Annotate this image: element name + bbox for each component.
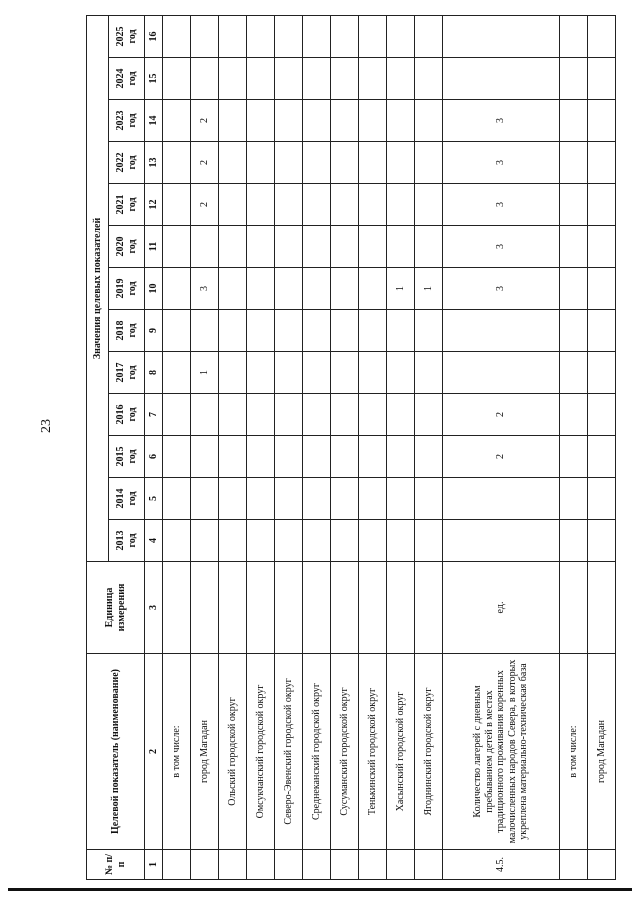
value-cell <box>191 310 219 352</box>
column-numbering-row <box>145 15 163 879</box>
value-cell <box>415 184 443 226</box>
value-cell <box>163 310 191 352</box>
header-unit: Единица измерения <box>87 562 145 654</box>
unit-cell <box>331 562 359 654</box>
indicator-name: Количество лагерей с дневным пребыванием детей в местах традиционного проживания коренных малочисленных народов Севера, в которых укреплена материально-техническая база <box>443 654 560 850</box>
value-cell <box>275 268 303 310</box>
value-cell <box>415 478 443 520</box>
column-number: 16 <box>145 15 163 57</box>
table-row <box>247 15 275 879</box>
value-cell <box>163 100 191 142</box>
value-cell: 1 <box>415 268 443 310</box>
table-row <box>275 15 303 879</box>
value-cell <box>559 520 587 562</box>
value-cell <box>331 58 359 100</box>
value-cell <box>587 394 615 436</box>
header-year <box>109 352 145 394</box>
value-cell <box>559 352 587 394</box>
value-cell <box>191 394 219 436</box>
value-cell <box>247 478 275 520</box>
indicator-name: Среднеканский городской округ <box>303 654 331 850</box>
header-year <box>109 520 145 562</box>
year-unit-label: год <box>126 29 138 44</box>
value-cell <box>587 184 615 226</box>
value-cell: 3 <box>443 142 560 184</box>
indicator-name: город Магадан <box>191 654 219 850</box>
row-number <box>219 850 247 880</box>
row-number <box>359 850 387 880</box>
value-cell <box>387 520 415 562</box>
value-cell: 2 <box>191 184 219 226</box>
value-cell <box>359 394 387 436</box>
value-cell <box>303 142 331 184</box>
value-cell <box>359 478 387 520</box>
year-label: 2021 <box>115 194 126 215</box>
value-cell <box>387 100 415 142</box>
header-year <box>109 310 145 352</box>
value-cell <box>587 142 615 184</box>
table-row <box>587 15 615 879</box>
year-unit-label: год <box>126 113 138 128</box>
row-number <box>559 850 587 880</box>
value-cell <box>275 15 303 57</box>
year-unit-label: год <box>126 155 138 170</box>
value-cell: 3 <box>443 226 560 268</box>
value-cell <box>275 100 303 142</box>
value-cell <box>303 268 331 310</box>
value-cell <box>219 436 247 478</box>
value-cell <box>387 394 415 436</box>
unit-cell <box>247 562 275 654</box>
value-cell <box>275 436 303 478</box>
year-label: 2017 <box>115 362 126 383</box>
value-cell <box>359 268 387 310</box>
table-row <box>443 15 560 879</box>
value-cell <box>219 100 247 142</box>
value-cell <box>331 436 359 478</box>
indicator-name: Омсукчанский городской округ <box>247 654 275 850</box>
value-cell <box>331 226 359 268</box>
year-label: 2015 <box>115 446 126 467</box>
target-indicators-table <box>86 15 616 880</box>
value-cell <box>587 352 615 394</box>
year-label: 2020 <box>115 236 126 257</box>
value-cell <box>163 268 191 310</box>
value-cell <box>387 310 415 352</box>
value-cell <box>219 268 247 310</box>
value-cell: 3 <box>443 184 560 226</box>
unit-cell <box>559 562 587 654</box>
value-cell <box>559 478 587 520</box>
value-cell <box>303 394 331 436</box>
value-cell <box>443 58 560 100</box>
value-cell <box>559 268 587 310</box>
table-row <box>359 15 387 879</box>
value-cell <box>191 58 219 100</box>
value-cell <box>331 394 359 436</box>
value-cell <box>587 520 615 562</box>
value-cell <box>247 310 275 352</box>
value-cell <box>559 184 587 226</box>
value-cell: 2 <box>191 142 219 184</box>
unit-cell <box>587 562 615 654</box>
value-cell <box>219 520 247 562</box>
value-cell <box>359 184 387 226</box>
indicator-name: Сусуманский городской округ <box>331 654 359 850</box>
value-cell <box>587 478 615 520</box>
value-cell <box>359 352 387 394</box>
year-label: 2013 <box>115 530 126 551</box>
indicator-name: Северо-Эвенский городской округ <box>275 654 303 850</box>
value-cell <box>331 268 359 310</box>
value-cell <box>443 352 560 394</box>
column-number: 8 <box>145 352 163 394</box>
value-cell <box>359 100 387 142</box>
value-cell <box>331 184 359 226</box>
value-cell <box>415 15 443 57</box>
row-number: 4.5. <box>443 850 560 880</box>
year-unit-label: год <box>126 449 138 464</box>
year-label: 2025 <box>115 26 126 47</box>
value-cell <box>219 394 247 436</box>
year-unit-label: год <box>126 197 138 212</box>
indicator-name: город Магадан <box>587 654 615 850</box>
value-cell <box>415 520 443 562</box>
value-cell <box>163 520 191 562</box>
value-cell <box>163 436 191 478</box>
value-cell <box>587 226 615 268</box>
value-cell <box>359 15 387 57</box>
header-year <box>109 100 145 142</box>
header-year <box>109 394 145 436</box>
value-cell <box>247 100 275 142</box>
value-cell <box>163 142 191 184</box>
value-cell <box>163 58 191 100</box>
indicator-name: в том числе: <box>163 654 191 850</box>
value-cell <box>191 520 219 562</box>
year-unit-label: год <box>126 71 138 86</box>
year-label: 2023 <box>115 110 126 131</box>
table-row <box>303 15 331 879</box>
year-unit-label: год <box>126 239 138 254</box>
value-cell <box>587 310 615 352</box>
value-cell <box>387 142 415 184</box>
indicator-name: Хасынский городской округ <box>387 654 415 850</box>
page-number: 23 <box>39 419 54 433</box>
year-unit-label: год <box>126 491 138 506</box>
year-label: 2016 <box>115 404 126 425</box>
unit-cell <box>191 562 219 654</box>
header-indicator-name: Целевой показатель (наименование) <box>87 654 145 850</box>
value-cell <box>303 15 331 57</box>
table-row <box>559 15 587 879</box>
unit-cell <box>387 562 415 654</box>
value-cell <box>191 15 219 57</box>
row-number <box>275 850 303 880</box>
year-unit-label: год <box>126 281 138 296</box>
row-number <box>163 850 191 880</box>
header-num: № п/п <box>87 850 145 880</box>
value-cell <box>275 352 303 394</box>
value-cell <box>247 394 275 436</box>
value-cell <box>303 352 331 394</box>
year-label: 2019 <box>115 278 126 299</box>
value-cell <box>219 58 247 100</box>
unit-cell: ед. <box>443 562 560 654</box>
value-cell <box>587 268 615 310</box>
value-cell <box>303 310 331 352</box>
value-cell <box>163 352 191 394</box>
value-cell <box>191 226 219 268</box>
column-number: 12 <box>145 184 163 226</box>
value-cell <box>275 184 303 226</box>
column-number: 2 <box>145 654 163 850</box>
indicator-name: Ольский городской округ <box>219 654 247 850</box>
value-cell <box>587 100 615 142</box>
value-cell <box>163 394 191 436</box>
value-cell <box>559 58 587 100</box>
value-cell <box>359 142 387 184</box>
header-year <box>109 436 145 478</box>
value-cell <box>219 478 247 520</box>
value-cell <box>387 15 415 57</box>
value-cell <box>331 352 359 394</box>
value-cell <box>303 58 331 100</box>
value-cell <box>387 352 415 394</box>
indicator-name: Ягоднинский городской округ <box>415 654 443 850</box>
unit-cell <box>275 562 303 654</box>
value-cell <box>359 58 387 100</box>
unit-cell <box>219 562 247 654</box>
row-number <box>247 850 275 880</box>
year-unit-label: год <box>126 407 138 422</box>
value-cell <box>303 100 331 142</box>
value-cell <box>163 226 191 268</box>
value-cell <box>415 58 443 100</box>
column-number: 4 <box>145 520 163 562</box>
year-label: 2014 <box>115 488 126 509</box>
unit-cell <box>303 562 331 654</box>
indicator-name: Тенькинский городской округ <box>359 654 387 850</box>
table-row <box>415 15 443 879</box>
value-cell <box>303 226 331 268</box>
value-cell <box>415 310 443 352</box>
column-number: 5 <box>145 478 163 520</box>
bottom-rule <box>8 888 632 891</box>
value-cell: 3 <box>443 268 560 310</box>
column-number: 10 <box>145 268 163 310</box>
value-cell: 2 <box>443 436 560 478</box>
value-cell <box>587 58 615 100</box>
row-number <box>387 850 415 880</box>
header-values-group: Значения целевых показателей <box>87 15 109 561</box>
value-cell <box>275 520 303 562</box>
year-unit-label: год <box>126 323 138 338</box>
value-cell <box>247 58 275 100</box>
header-year <box>109 142 145 184</box>
value-cell: 1 <box>191 352 219 394</box>
value-cell <box>219 352 247 394</box>
value-cell <box>587 15 615 57</box>
table-row <box>331 15 359 879</box>
value-cell <box>559 142 587 184</box>
value-cell <box>247 15 275 57</box>
value-cell <box>559 310 587 352</box>
value-cell <box>303 436 331 478</box>
column-number: 15 <box>145 58 163 100</box>
value-cell <box>559 100 587 142</box>
value-cell <box>275 394 303 436</box>
value-cell <box>331 478 359 520</box>
column-number: 3 <box>145 562 163 654</box>
value-cell <box>247 352 275 394</box>
value-cell <box>359 310 387 352</box>
value-cell <box>415 226 443 268</box>
value-cell <box>275 310 303 352</box>
unit-cell <box>163 562 191 654</box>
value-cell <box>191 478 219 520</box>
table-row <box>163 15 191 879</box>
value-cell: 3 <box>191 268 219 310</box>
value-cell <box>303 478 331 520</box>
value-cell <box>331 520 359 562</box>
row-number <box>415 850 443 880</box>
value-cell <box>191 436 219 478</box>
header-year <box>109 184 145 226</box>
column-number: 1 <box>145 850 163 880</box>
value-cell <box>359 226 387 268</box>
value-cell: 2 <box>443 394 560 436</box>
value-cell <box>219 310 247 352</box>
value-cell <box>275 142 303 184</box>
unit-cell <box>359 562 387 654</box>
table-row <box>191 15 219 879</box>
column-number: 9 <box>145 310 163 352</box>
year-label: 2018 <box>115 320 126 341</box>
value-cell <box>443 520 560 562</box>
unit-cell <box>415 562 443 654</box>
value-cell: 3 <box>443 100 560 142</box>
indicator-name: в том числе: <box>559 654 587 850</box>
year-unit-label: год <box>126 533 138 548</box>
value-cell <box>359 520 387 562</box>
column-number: 11 <box>145 226 163 268</box>
header-year <box>109 268 145 310</box>
value-cell <box>559 436 587 478</box>
value-cell <box>559 394 587 436</box>
value-cell <box>163 478 191 520</box>
value-cell <box>275 58 303 100</box>
row-number <box>191 850 219 880</box>
value-cell <box>247 226 275 268</box>
column-number: 13 <box>145 142 163 184</box>
value-cell <box>387 226 415 268</box>
value-cell <box>359 436 387 478</box>
column-number: 7 <box>145 394 163 436</box>
header-year <box>109 478 145 520</box>
value-cell <box>415 142 443 184</box>
value-cell <box>387 58 415 100</box>
value-cell <box>247 268 275 310</box>
table-container <box>86 20 616 880</box>
value-cell <box>331 142 359 184</box>
year-label: 2024 <box>115 68 126 89</box>
header-row <box>87 15 109 879</box>
value-cell <box>163 184 191 226</box>
value-cell <box>587 436 615 478</box>
year-label: 2022 <box>115 152 126 173</box>
value-cell <box>443 15 560 57</box>
value-cell <box>415 100 443 142</box>
value-cell <box>415 394 443 436</box>
column-number: 14 <box>145 100 163 142</box>
value-cell <box>247 436 275 478</box>
value-cell <box>387 478 415 520</box>
value-cell <box>247 520 275 562</box>
value-cell <box>559 15 587 57</box>
row-number <box>331 850 359 880</box>
value-cell <box>303 520 331 562</box>
value-cell <box>415 352 443 394</box>
value-cell <box>303 184 331 226</box>
value-cell <box>387 184 415 226</box>
rotated-table-frame <box>86 20 616 880</box>
value-cell <box>387 436 415 478</box>
value-cell <box>219 142 247 184</box>
value-cell <box>219 184 247 226</box>
value-cell <box>163 15 191 57</box>
table-row <box>219 15 247 879</box>
column-number: 6 <box>145 436 163 478</box>
value-cell <box>275 478 303 520</box>
value-cell: 1 <box>387 268 415 310</box>
value-cell <box>331 100 359 142</box>
value-cell <box>247 184 275 226</box>
value-cell <box>443 310 560 352</box>
row-number <box>303 850 331 880</box>
table-row <box>387 15 415 879</box>
header-year <box>109 226 145 268</box>
header-year <box>109 15 145 57</box>
header-year <box>109 58 145 100</box>
value-cell <box>415 436 443 478</box>
value-cell <box>559 226 587 268</box>
value-cell <box>219 15 247 57</box>
value-cell <box>275 226 303 268</box>
value-cell: 2 <box>191 100 219 142</box>
row-number <box>587 850 615 880</box>
value-cell <box>219 226 247 268</box>
year-unit-label: год <box>126 365 138 380</box>
value-cell <box>247 142 275 184</box>
value-cell <box>331 310 359 352</box>
value-cell <box>443 478 560 520</box>
value-cell <box>331 15 359 57</box>
